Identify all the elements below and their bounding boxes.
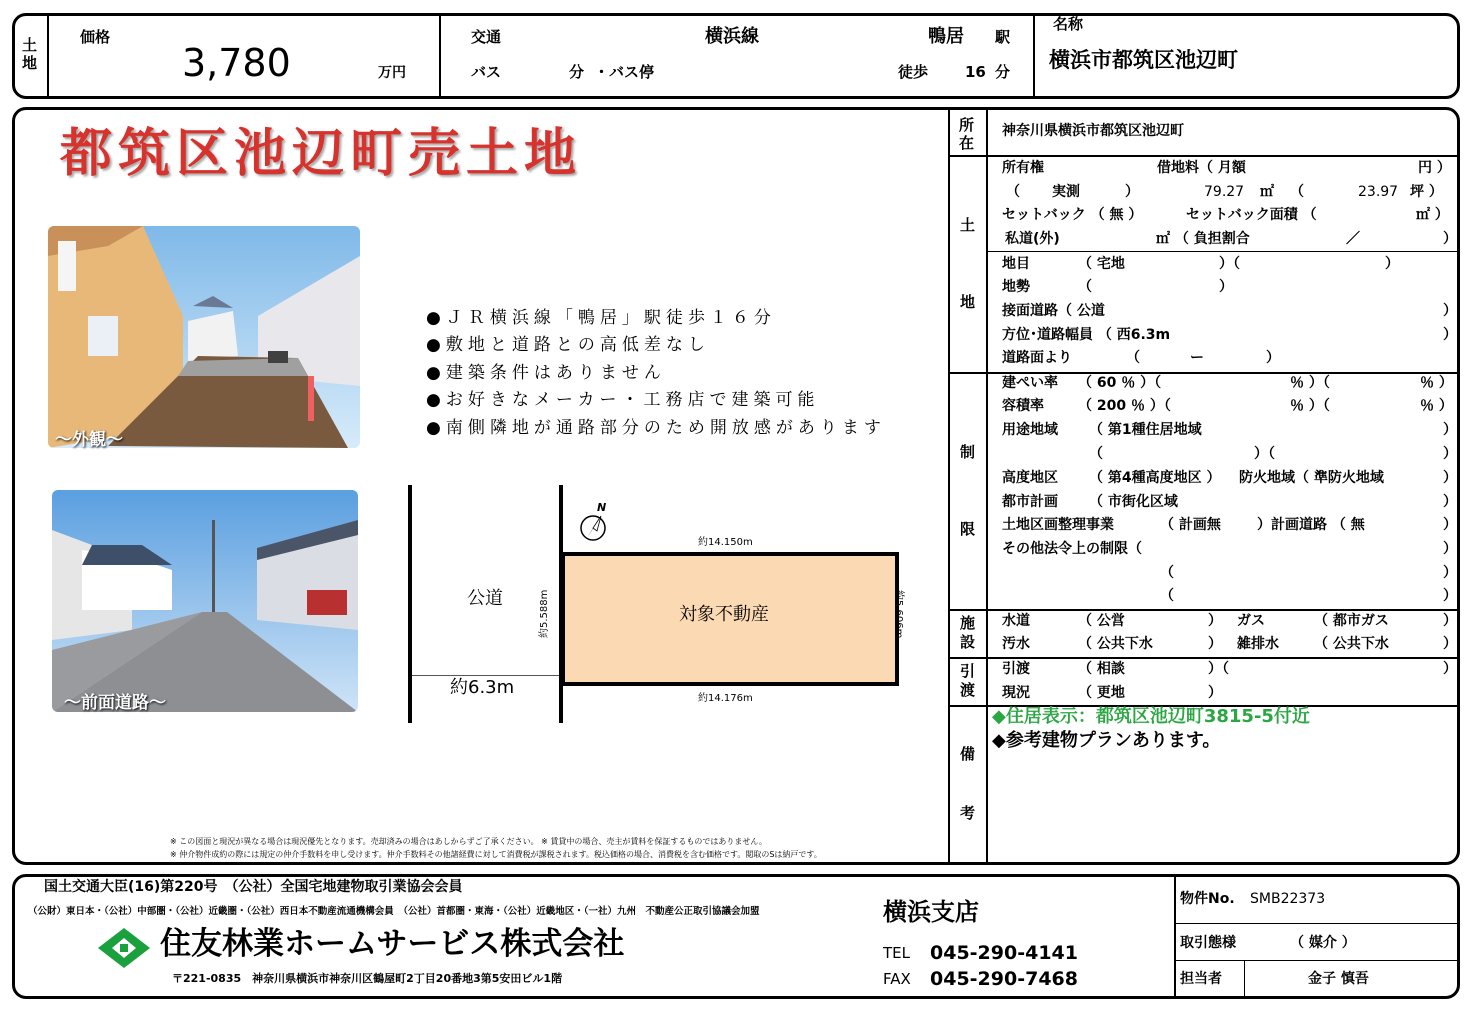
paren: ）	[1443, 446, 1457, 462]
feature-line: ●敷地と道路との高低差なし	[426, 335, 710, 355]
handover-label-bottom: 渡	[960, 681, 976, 699]
right-length: 約5.606m	[893, 590, 904, 639]
remark-plan: ◆参考建物プランあります。	[992, 730, 1221, 751]
paren: ）	[1443, 541, 1457, 557]
company-name: 住友林業ホームサービス株式会社	[160, 926, 625, 962]
walk-label: 徒歩	[898, 63, 929, 81]
sewage-value: （ 公共下水	[1078, 636, 1153, 652]
drainage: 雑排水	[1237, 636, 1279, 652]
tel-label: TEL	[883, 944, 910, 962]
transport-label: 交通	[471, 28, 502, 46]
sewage: 汚水	[1002, 636, 1030, 652]
bus-minutes: 分	[569, 63, 585, 81]
site-plan	[400, 480, 930, 730]
paren: ）	[1208, 613, 1222, 629]
divider	[948, 657, 1458, 659]
paren: ）	[1443, 303, 1457, 319]
ownership: 所有権	[1002, 160, 1044, 176]
land-section-label-bottom: 地	[960, 293, 976, 311]
left-length: 約5.588m	[539, 589, 550, 638]
walk-minutes: 16	[965, 63, 986, 81]
road-label: 公道	[467, 588, 503, 609]
handover: 引渡	[1002, 661, 1030, 677]
far-value: （ 200 ％ ）（	[1078, 398, 1171, 414]
walk-unit: 分	[995, 63, 1011, 81]
station-suffix: 駅	[995, 28, 1011, 46]
city-plan: 都市計画	[1002, 494, 1058, 510]
paren: ）	[1443, 661, 1457, 677]
price-value: 3,780	[182, 41, 291, 85]
divider	[986, 109, 988, 863]
zoning-value: （ 第1種住居地域	[1089, 422, 1202, 438]
station-name: 鴨居	[928, 26, 964, 47]
land-readjust-value: （ 計画無	[1160, 517, 1221, 533]
divider	[439, 15, 441, 97]
property-label: 対象不動産	[679, 604, 769, 625]
slash: ／	[1346, 231, 1360, 247]
restrict-section-label-top: 制	[960, 443, 976, 461]
fire-district: 防火地域（ 準防火地域	[1239, 470, 1384, 486]
pct-close: ％ ）（	[1290, 398, 1330, 414]
drainage-value: （ 公共下水	[1314, 636, 1389, 652]
road-photo	[52, 490, 358, 712]
setback: セットバック （ 無 ）	[1002, 207, 1143, 223]
price-label: 価格	[80, 28, 111, 46]
divider	[1174, 960, 1458, 961]
direction: 方位･道路幅員 （ 西6.3m	[1002, 327, 1171, 343]
chimoku-close: ）（	[1219, 256, 1240, 272]
lease-fee: 借地料（ 月額	[1157, 160, 1246, 176]
feature-line: ●お好きなメーカー・工務店で建築可能	[426, 390, 820, 410]
listing-title: 都筑区池辺町売土地	[60, 123, 583, 184]
land-readjust: 土地区画整理事業	[1002, 517, 1114, 533]
road-edge-left	[408, 485, 412, 723]
paren: ）	[1208, 685, 1222, 701]
chimoku: 地目	[1002, 256, 1030, 272]
facilities-label-top: 施	[960, 614, 976, 632]
license-info: 国土交通大臣(16)第220号 （公社）全国宅地建物取引業協会会員	[44, 879, 463, 895]
road-caption: ～前面道路～	[64, 693, 166, 713]
status-value: （ 更地	[1078, 685, 1125, 701]
paren: ）	[1443, 327, 1457, 343]
tel-number: 045-290-4141	[930, 942, 1078, 964]
divider	[1174, 876, 1176, 997]
feature-line: ●建築条件はありません	[426, 363, 666, 383]
divider	[948, 155, 1458, 157]
pct-end: ％ ）	[1420, 398, 1453, 414]
divider	[948, 109, 950, 863]
north-arrow-icon	[577, 500, 613, 544]
road-level: 道路面より	[1002, 350, 1072, 366]
land-label: 土地	[22, 36, 38, 72]
divider	[1244, 960, 1245, 997]
zoning: 用途地域	[1002, 422, 1058, 438]
divider	[986, 251, 1458, 252]
setback-area: セットバック面積 （	[1186, 207, 1317, 223]
private-road: 私道(外)	[1005, 231, 1060, 247]
staff-label: 担当者	[1180, 971, 1222, 987]
north-label: N	[597, 501, 607, 514]
lease-unit: 円 ）	[1418, 160, 1451, 176]
paren: ）	[1443, 517, 1457, 533]
line-name: 横浜線	[705, 26, 759, 47]
bcr: 建ぺい率	[1002, 375, 1058, 391]
pct-end: ％ ）	[1420, 375, 1453, 391]
paren: ）	[1125, 184, 1139, 200]
area-tsubo: 23.97	[1358, 184, 1399, 200]
handover-label-top: 引	[960, 662, 976, 680]
price-unit: 万円	[378, 65, 406, 81]
paren: （	[1006, 184, 1020, 200]
water-value: （ 公営	[1078, 613, 1125, 629]
transaction-label: 取引態様	[1180, 935, 1236, 951]
location-value: 神奈川県横浜市都筑区池辺町	[1002, 123, 1184, 139]
company-address: 〒221-0835 神奈川県横浜市神奈川区鶴屋町2丁目20番地3第5安田ビル1階	[172, 972, 563, 985]
paren: ）	[1443, 636, 1457, 652]
facilities-label-bottom: 設	[960, 633, 976, 651]
handover-close: ）（	[1208, 661, 1229, 677]
bcr-value: （ 60 ％ ）（	[1078, 375, 1162, 391]
status: 現況	[1002, 685, 1030, 701]
height-value: （ 第4種高度地区 ）	[1089, 470, 1221, 486]
fax-number: 045-290-7468	[930, 968, 1078, 990]
restrict-section-label-bottom: 限	[960, 520, 976, 538]
feature-line: ●ＪＲ横浜線「鴨居」駅徒歩１６分	[426, 308, 776, 328]
road-photo-image	[52, 490, 358, 712]
chisei-value: （	[1078, 279, 1092, 295]
exterior-caption: ～外観～	[55, 430, 123, 450]
disclaimer-note: ※ 仲介物件成約の際には規定の仲介手数料を申し受けます。仲介手数料その他諸経費に対して消費税が課税されます。税込価格の場合、消費税を含む価格です。閲取のSは納戸です。	[170, 850, 822, 859]
far: 容積率	[1002, 398, 1044, 414]
area-sqm: 79.27	[1204, 184, 1245, 200]
sqm-unit: ㎡	[1260, 184, 1274, 200]
bus-label: バス	[471, 63, 502, 81]
paren: ）	[1443, 494, 1457, 510]
top-length: 約14.150m	[698, 537, 753, 548]
handover-value: （ 相談	[1078, 661, 1125, 677]
divider	[1033, 15, 1035, 97]
pct-close: ％ ）（	[1290, 375, 1330, 391]
setback-area-unit: ㎡ ）	[1416, 207, 1449, 223]
property-no-label: 物件No.	[1180, 891, 1235, 907]
other-laws: その他法令上の制限（	[1002, 541, 1142, 557]
road-level-value: ー	[1190, 350, 1204, 366]
planned-road: ）計画道路 （ 無	[1257, 517, 1365, 533]
gas: ガス	[1237, 613, 1265, 629]
disclaimer-note: ※ この図面と現況が異なる場合は現況優先となります。売却済みの場合はあしからずご了承ください。 ※ 賃貸中の場合、売主が賃料を保証するものではありません。	[170, 837, 767, 846]
tsubo-unit: 坪 ）	[1410, 184, 1443, 200]
road-contact: 接面道路（ 公道	[1002, 303, 1105, 319]
exterior-photo	[48, 226, 360, 448]
paren: ）	[1443, 613, 1457, 629]
feature-line: ●南側隣地が通路部分のため開放感があります	[426, 418, 886, 438]
measured-label: 実測	[1052, 184, 1080, 200]
exterior-photo-image	[48, 226, 360, 448]
water: 水道	[1002, 613, 1030, 629]
paren: ）	[1443, 470, 1457, 486]
remarks-label-bottom: 考	[960, 804, 976, 822]
divider	[948, 372, 1458, 374]
chimoku-value: （ 宅地	[1078, 256, 1125, 272]
private-road-unit: ㎡ （ 負担割合	[1156, 231, 1250, 247]
paren: （	[1160, 565, 1174, 581]
road-level-open: （	[1126, 350, 1140, 366]
associations: （公財）東日本・（公社）中部圏・（公社）近畿圏・（公社）西日本不動産流通機構会員 （公社）首都圏・東海・（公社）近畿地区・（一社）九州 不動産公正取引協議会加盟	[28, 906, 760, 917]
road-width: 約6.3m	[450, 677, 515, 698]
city-plan-value: （ 市街化区域	[1089, 494, 1178, 510]
remark-address: ◆住居表示：都筑区池辺町3815-5付近	[992, 706, 1310, 727]
staff-name: 金子 慎吾	[1308, 971, 1369, 987]
bottom-length: 約14.176m	[698, 693, 753, 704]
gas-value: （ 都市ガス	[1314, 613, 1389, 629]
paren: ）	[1443, 565, 1457, 581]
name-label: 名称	[1053, 15, 1084, 33]
paren: ）	[1443, 422, 1457, 438]
divider	[47, 15, 49, 97]
name-value: 横浜市都筑区池辺町	[1049, 48, 1238, 72]
location-label: 所在	[959, 116, 975, 152]
paren: ）	[1208, 636, 1222, 652]
divider	[948, 609, 1458, 611]
paren: ）	[1443, 231, 1457, 247]
property-no: SMB22373	[1250, 891, 1326, 907]
road-width-line	[412, 675, 559, 676]
chisei: 地勢	[1002, 279, 1030, 295]
zoning-line2-close: ）（	[1254, 446, 1275, 462]
bus-stop: ・バス停	[594, 63, 655, 81]
height-district: 高度地区	[1002, 470, 1058, 486]
paren: ）	[1266, 350, 1280, 366]
company-logo-icon	[96, 926, 152, 970]
paren: ）	[1385, 256, 1399, 272]
branch-name: 横浜支店	[883, 898, 979, 926]
zoning-line2: （	[1089, 446, 1103, 462]
paren: ）	[1443, 588, 1457, 604]
paren: （	[1160, 588, 1174, 604]
fax-label: FAX	[883, 970, 911, 988]
transaction-value: （ 媒介 ）	[1290, 935, 1356, 951]
divider	[1174, 923, 1458, 924]
remarks-label-top: 備	[960, 745, 976, 763]
land-section-label-top: 土	[960, 216, 976, 234]
paren: （	[1290, 184, 1304, 200]
paren: ）	[1219, 279, 1233, 295]
